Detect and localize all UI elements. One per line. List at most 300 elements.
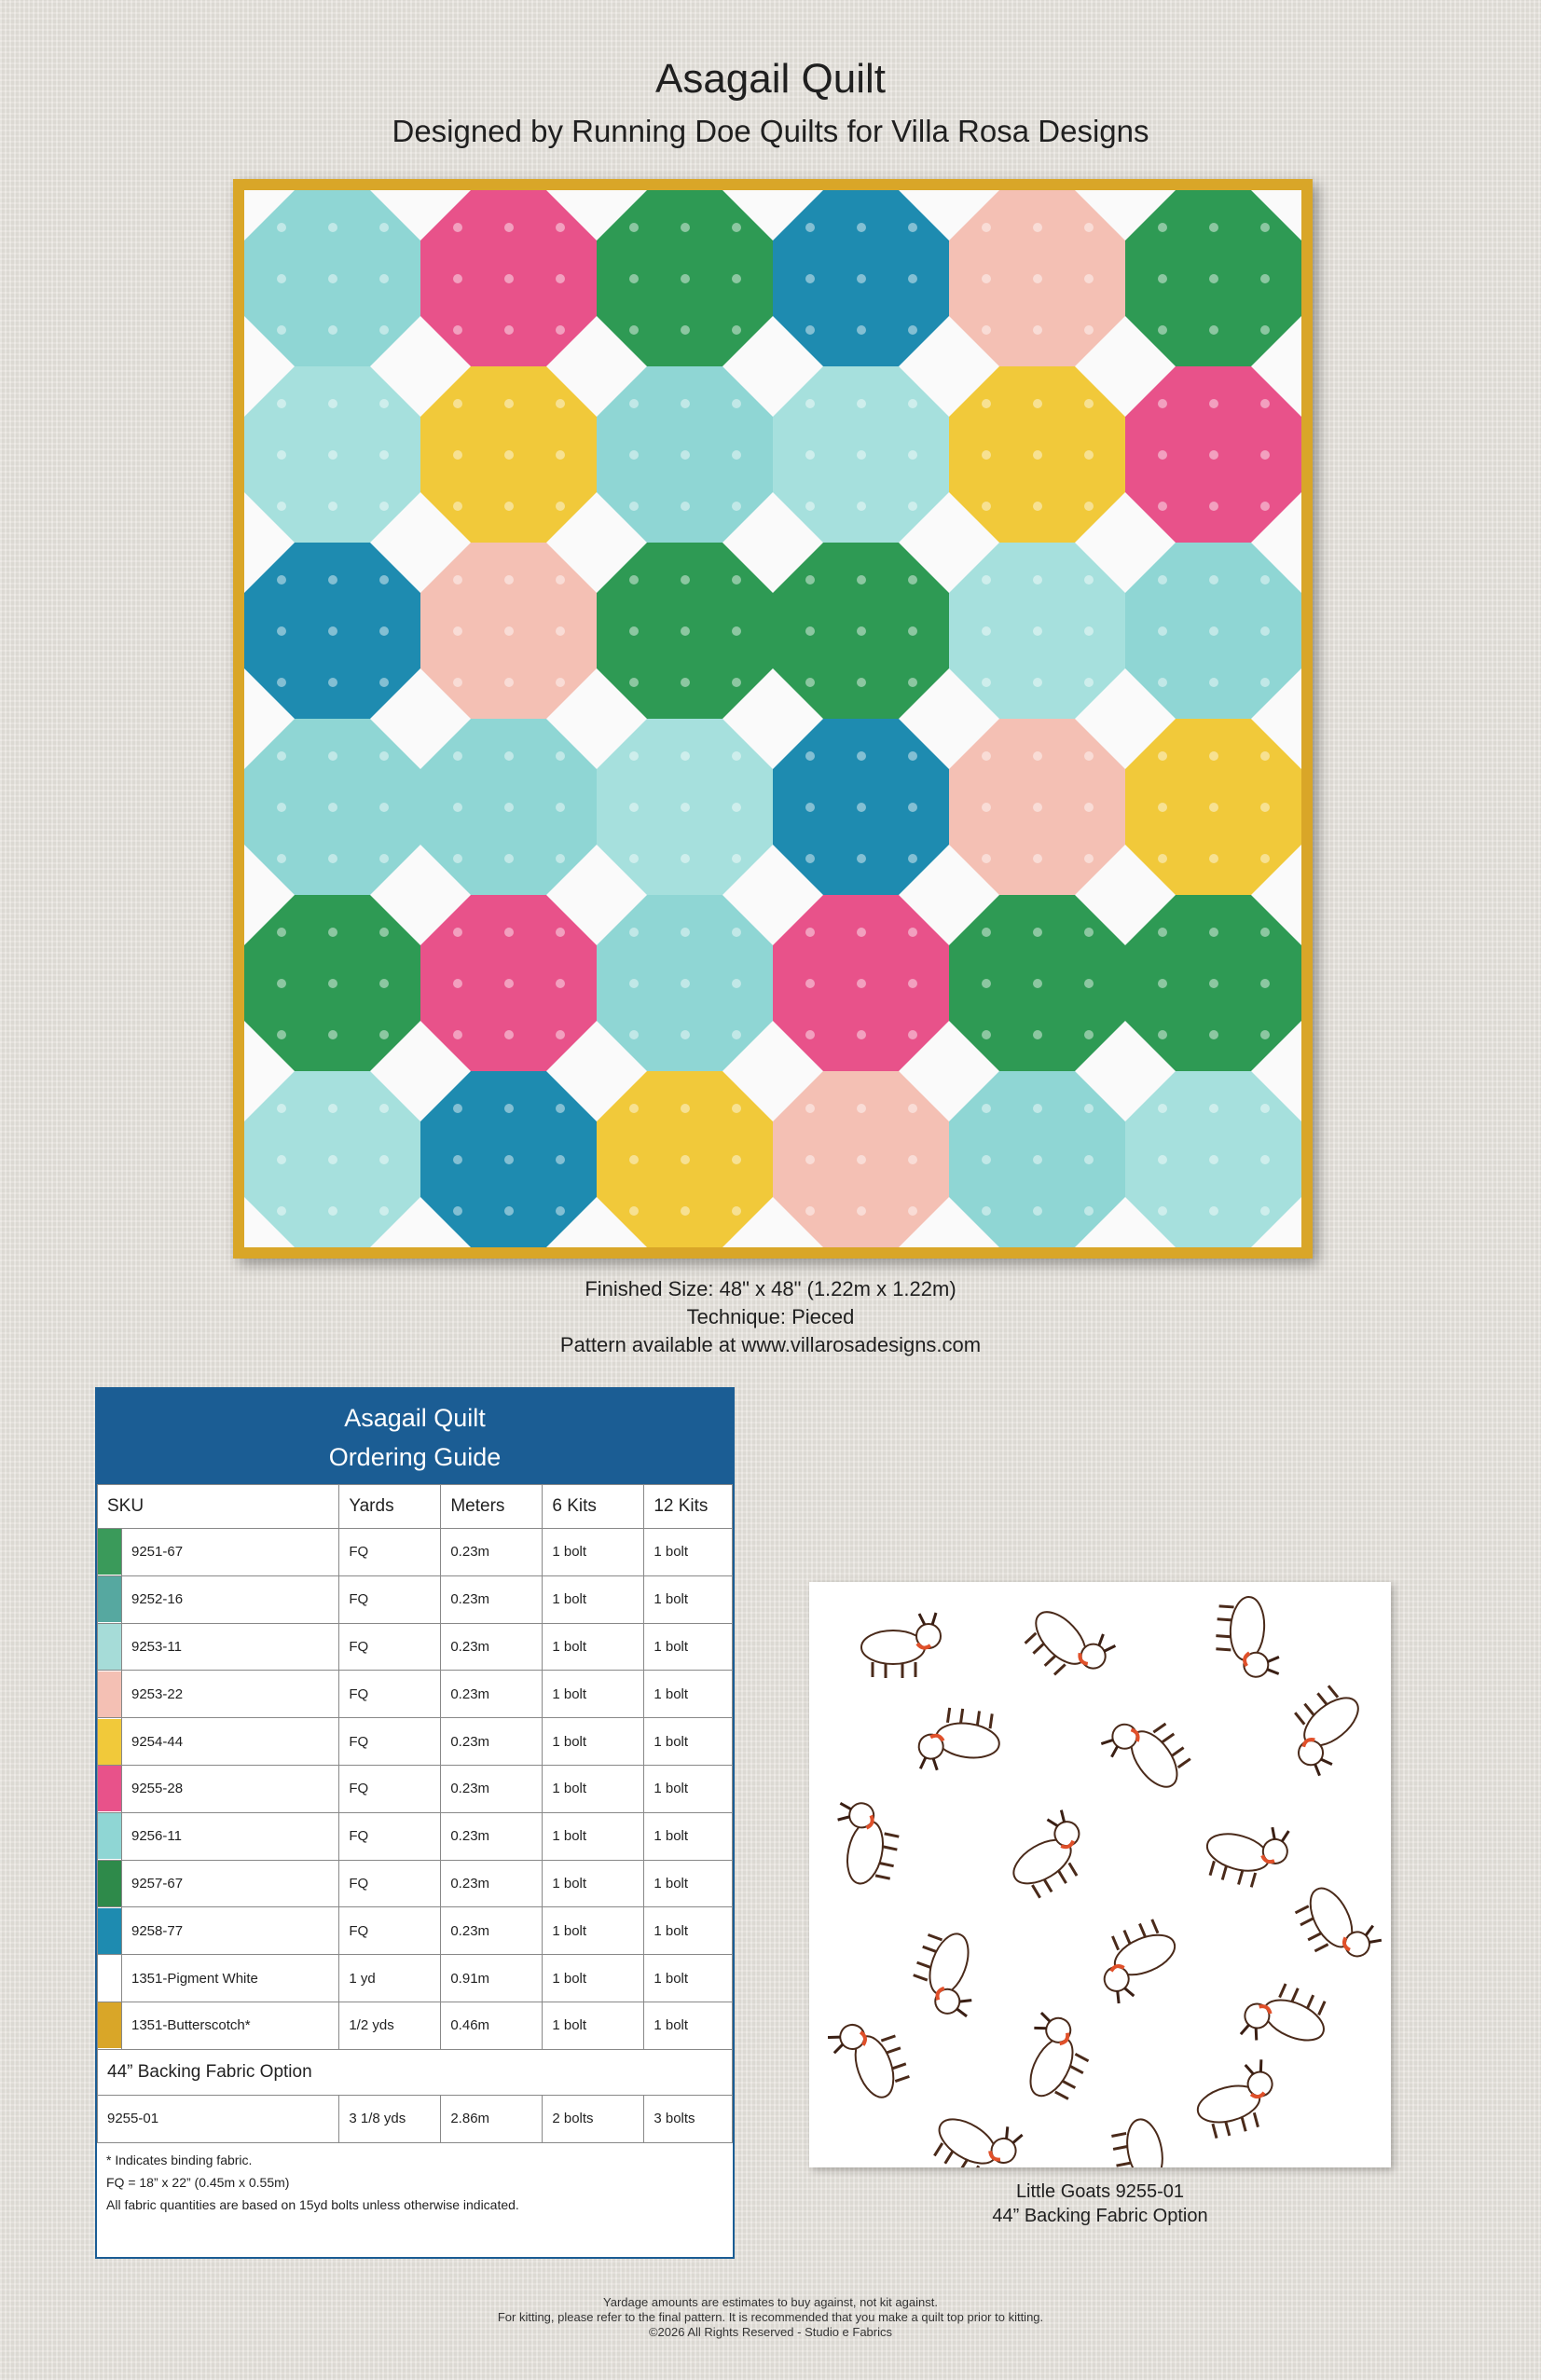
print-dot [857,678,866,687]
print-dot [1084,1104,1094,1113]
print-dot [857,274,866,283]
quilt-pattern [244,190,1301,1247]
print-dot [504,1030,514,1039]
goat-motif [825,1798,905,1890]
print-dot [1084,678,1094,687]
print-dot [277,399,286,408]
print-dot [732,751,741,761]
print-dot [277,1155,286,1164]
print-dot [681,399,690,408]
print-dot [556,928,565,937]
print-dot [629,274,639,283]
table-row [98,2095,733,2142]
print-dot [1209,751,1218,761]
print-dot [1158,928,1167,937]
meters-cell: 0.23m [441,1765,543,1812]
fabric-swatch [98,1576,121,1622]
print-dot [681,979,690,988]
print-dot [908,1155,917,1164]
print-dot [857,575,866,585]
goat-motif [904,1924,993,2021]
print-dot [1158,979,1167,988]
print-dot [732,854,741,863]
backing-caption-line2: 44” Backing Fabric Option [992,2206,1208,2226]
print-dot [1260,1104,1270,1113]
print-dot [453,399,462,408]
goat-motif [1017,1591,1119,1694]
print-dot [379,979,389,988]
print-dot [379,450,389,460]
print-dot [1084,274,1094,283]
print-dot [379,223,389,232]
print-dot [328,854,337,863]
print-dot [982,1104,991,1113]
print-dot [1158,399,1167,408]
print-dot [1209,979,1218,988]
fabric-swatch [98,1956,121,2002]
swatch-cell [98,1955,122,2002]
print-dot [629,502,639,511]
print-dot [982,928,991,937]
print-dot [1033,399,1042,408]
print-dot [1260,678,1270,687]
table-row [98,1860,733,1907]
goat-motif [826,2012,914,2108]
print-dot [805,274,815,283]
backing-fabric-image [809,1582,1391,2167]
table-row [98,1907,733,1955]
print-dot [982,626,991,636]
print-dot [1158,854,1167,863]
print-dot [629,751,639,761]
print-dot [1033,575,1042,585]
print-dot [1033,1155,1042,1164]
print-dot [805,502,815,511]
goat-motif [1108,2113,1188,2167]
print-dot [1260,575,1270,585]
print-dot [732,325,741,335]
sku-cell: 9253-11 [122,1623,339,1671]
print-dot [328,979,337,988]
print-dot [908,274,917,283]
kits12-cell: 1 bolt [644,1529,733,1576]
ordering-table [97,1484,733,2143]
print-dot [1209,502,1218,511]
print-dot [504,223,514,232]
print-dot [277,575,286,585]
print-dot [379,928,389,937]
print-dot [277,979,286,988]
print-dot [1158,502,1167,511]
print-dot [857,502,866,511]
print-dot [681,274,690,283]
print-dot [453,1206,462,1216]
print-dot [277,274,286,283]
print-dot [629,1104,639,1113]
print-dot [982,325,991,335]
goat-motif [1190,2058,1283,2142]
print-dot [328,928,337,937]
print-dot [1158,678,1167,687]
print-dot [908,1104,917,1113]
kits6-cell: 1 bolt [543,1907,644,1955]
yards-cell: FQ [339,1812,441,1860]
print-dot [556,450,565,460]
meters-cell: 0.23m [441,1860,543,1907]
print-dot [1033,979,1042,988]
kits6-cell: 1 bolt [543,1765,644,1812]
print-dot [1084,575,1094,585]
print-dot [805,678,815,687]
print-dot [379,274,389,283]
print-dot [681,1206,690,1216]
print-dot [732,399,741,408]
print-dot [908,803,917,812]
fabric-swatch [98,1624,121,1670]
sku-cell: 9257-67 [122,1860,339,1907]
print-dot [1158,325,1167,335]
backing-caption [809,2180,1391,2228]
fabric-swatch [98,2002,121,2048]
print-dot [556,979,565,988]
print-dot [681,928,690,937]
yards-cell: FQ [339,1907,441,1955]
table-row [98,1765,733,1812]
print-dot [1033,502,1042,511]
print-dot [1033,803,1042,812]
print-dot [1209,325,1218,335]
print-dot [328,575,337,585]
print-dot [629,803,639,812]
print-dot [379,1104,389,1113]
goat-motif [1098,1702,1197,1805]
col-meters: Meters [441,1485,543,1529]
fabric-swatch [98,1813,121,1859]
print-dot [857,928,866,937]
print-dot [857,1206,866,1216]
print-dot [1260,502,1270,511]
kits6-cell: 1 bolt [543,1529,644,1576]
print-dot [328,1104,337,1113]
print-dot [732,928,741,937]
print-dot [379,626,389,636]
print-dot [857,399,866,408]
meters-cell: 0.23m [441,1718,543,1766]
print-dot [629,626,639,636]
print-dot [504,803,514,812]
fabric-swatch [98,1908,121,1954]
print-dot [857,1030,866,1039]
col-sku: SKU [98,1485,339,1529]
print-dot [805,1030,815,1039]
print-dot [805,1155,815,1164]
yards-cell: FQ [339,1765,441,1812]
print-dot [379,803,389,812]
print-dot [1209,803,1218,812]
print-dot [681,803,690,812]
print-dot [556,678,565,687]
print-dot [681,223,690,232]
print-dot [1033,450,1042,460]
fabric-swatch [98,1766,121,1811]
kits6-cell: 2 bolts [543,2095,644,2142]
print-dot [453,1104,462,1113]
print-dot [277,1030,286,1039]
goat-motif [1214,1595,1285,1679]
print-dot [556,399,565,408]
print-dot [1209,575,1218,585]
sku-cell: 9256-11 [122,1812,339,1860]
col-12-kits: 12 Kits [644,1485,733,1529]
goat-motif [1006,2009,1101,2110]
print-dot [857,979,866,988]
print-dot [1260,751,1270,761]
finished-size: Finished Size: 48" x 48" (1.22m x 1.22m) [585,1277,956,1300]
swatch-cell [98,1907,122,1955]
print-dot [504,399,514,408]
fabric-swatch [98,1672,121,1717]
sku-cell: 9253-22 [122,1671,339,1718]
print-dot [857,751,866,761]
print-dot [556,502,565,511]
print-dot [1033,1206,1042,1216]
print-dot [805,928,815,937]
print-dot [732,1155,741,1164]
yards-cell: FQ [339,1860,441,1907]
print-dot [732,502,741,511]
print-dot [1033,1030,1042,1039]
print-dot [681,751,690,761]
footer-line3: ©2026 All Rights Reserved - Studio e Fabrics [648,2325,893,2339]
print-dot [1209,1104,1218,1113]
print-dot [1209,626,1218,636]
print-dot [1033,854,1042,863]
print-dot [857,626,866,636]
kits6-cell: 1 bolt [543,1812,644,1860]
print-dot [982,223,991,232]
print-dot [982,854,991,863]
ordering-guide [95,1387,735,2259]
print-dot [556,1155,565,1164]
kits12-cell: 1 bolt [644,1575,733,1623]
print-dot [982,751,991,761]
kits6-cell: 1 bolt [543,1575,644,1623]
swatch-cell [98,1575,122,1623]
print-dot [1158,1030,1167,1039]
print-dot [982,274,991,283]
print-dot [504,502,514,511]
print-dot [556,854,565,863]
col-6-kits: 6 Kits [543,1485,644,1529]
sku-cell: 9252-16 [122,1575,339,1623]
print-dot [805,399,815,408]
table-row [98,1955,733,2002]
print-dot [1158,626,1167,636]
print-dot [328,1155,337,1164]
print-dot [982,803,991,812]
technique: Technique: Pieced [686,1305,855,1328]
print-dot [1033,751,1042,761]
print-dot [1260,399,1270,408]
print-dot [681,1155,690,1164]
print-dot [1084,854,1094,863]
swatch-cell [98,1812,122,1860]
print-dot [328,1030,337,1039]
print-dot [379,678,389,687]
table-row [98,1671,733,1718]
swatch-cell [98,1671,122,1718]
print-dot [453,223,462,232]
print-dot [1209,678,1218,687]
quilt-image [233,179,1313,1259]
print-dot [453,575,462,585]
guide-title: Asagail Quilt [344,1404,486,1432]
print-dot [379,575,389,585]
print-dot [1260,979,1270,988]
print-dot [857,1155,866,1164]
goat-motif [1236,1973,1335,2065]
print-dot [857,803,866,812]
kits12-cell: 1 bolt [644,2002,733,2049]
print-dot [982,979,991,988]
print-dot [328,223,337,232]
meters-cell: 2.86m [441,2095,543,2142]
yards-cell: FQ [339,1718,441,1766]
print-dot [1209,1155,1218,1164]
print-dot [982,1030,991,1039]
print-dot [504,450,514,460]
print-dot [1209,1206,1218,1216]
sku-cell: 1351-Pigment White [122,1955,339,2002]
print-dot [1260,274,1270,283]
print-dot [1033,1104,1042,1113]
kits12-cell: 3 bolts [644,2095,733,2142]
ordering-guide-header [97,1389,733,1484]
kits6-cell: 1 bolt [543,1860,644,1907]
yards-cell: 1/2 yds [339,2002,441,2049]
print-dot [277,678,286,687]
meters-cell: 0.23m [441,1671,543,1718]
print-dot [277,223,286,232]
print-dot [328,274,337,283]
table-row [98,1623,733,1671]
print-dot [504,1155,514,1164]
print-dot [805,325,815,335]
swatch-cell [98,1529,122,1576]
print-dot [908,575,917,585]
print-dot [1158,575,1167,585]
print-dot [982,1206,991,1216]
kits12-cell: 1 bolt [644,1765,733,1812]
print-dot [504,274,514,283]
print-dot [681,502,690,511]
print-dot [1158,1104,1167,1113]
print-dot [908,626,917,636]
print-dot [1033,325,1042,335]
print-dot [556,803,565,812]
goat-motif [1275,1678,1378,1779]
kits6-cell: 1 bolt [543,2002,644,2049]
print-dot [556,1030,565,1039]
print-dot [629,575,639,585]
kits12-cell: 1 bolt [644,1907,733,1955]
print-dot [857,854,866,863]
footer-line1: Yardage amounts are estimates to buy against, not kit against. [603,2295,938,2309]
print-dot [857,1104,866,1113]
kits12-cell: 1 bolt [644,1860,733,1907]
print-dot [629,1030,639,1039]
sku-cell: 9254-44 [122,1718,339,1766]
yards-cell: FQ [339,1529,441,1576]
print-dot [504,1206,514,1216]
print-dot [1158,1155,1167,1164]
note-line: * Indicates binding fabric. [106,2152,253,2167]
print-dot [732,575,741,585]
table-row [98,1718,733,1766]
print-dot [805,979,815,988]
print-dot [1158,803,1167,812]
print-dot [1033,626,1042,636]
print-dot [732,1030,741,1039]
print-dot [1209,399,1218,408]
print-dot [629,854,639,863]
print-dot [629,223,639,232]
print-dot [681,575,690,585]
print-dot [1084,751,1094,761]
print-dot [1260,450,1270,460]
guide-subtitle: Ordering Guide [328,1443,502,1471]
goat-motif [925,2096,1026,2167]
print-dot [1209,223,1218,232]
print-dot [1260,223,1270,232]
print-dot [1084,1206,1094,1216]
print-dot [328,1206,337,1216]
print-dot [556,274,565,283]
kits6-cell: 1 bolt [543,1623,644,1671]
goat-motif [861,1613,941,1678]
print-dot [328,626,337,636]
print-dot [1084,399,1094,408]
print-dot [1084,325,1094,335]
backing-title: 44” Backing Fabric Option [98,2049,733,2095]
swatch-cell [98,1623,122,1671]
print-dot [453,502,462,511]
quilt-info [0,1275,1541,1359]
print-dot [857,223,866,232]
sku-cell: 9251-67 [122,1529,339,1576]
kits6-cell: 1 bolt [543,1718,644,1766]
print-dot [732,803,741,812]
footer-line2: For kitting, please refer to the final pattern. It is recommended that you make a quilt top prior to kitting. [497,2310,1044,2324]
print-dot [857,450,866,460]
meters-cell: 0.23m [441,1575,543,1623]
footer [0,2295,1541,2340]
print-dot [453,274,462,283]
print-dot [277,803,286,812]
print-dot [504,751,514,761]
print-dot [379,1030,389,1039]
print-dot [908,928,917,937]
print-dot [1084,450,1094,460]
print-dot [1158,1206,1167,1216]
goat-motif [915,1703,1003,1779]
yards-cell: 1 yd [339,1955,441,2002]
print-dot [379,399,389,408]
print-dot [805,1206,815,1216]
sku-cell: 9255-28 [122,1765,339,1812]
print-dot [328,678,337,687]
print-dot [556,1104,565,1113]
